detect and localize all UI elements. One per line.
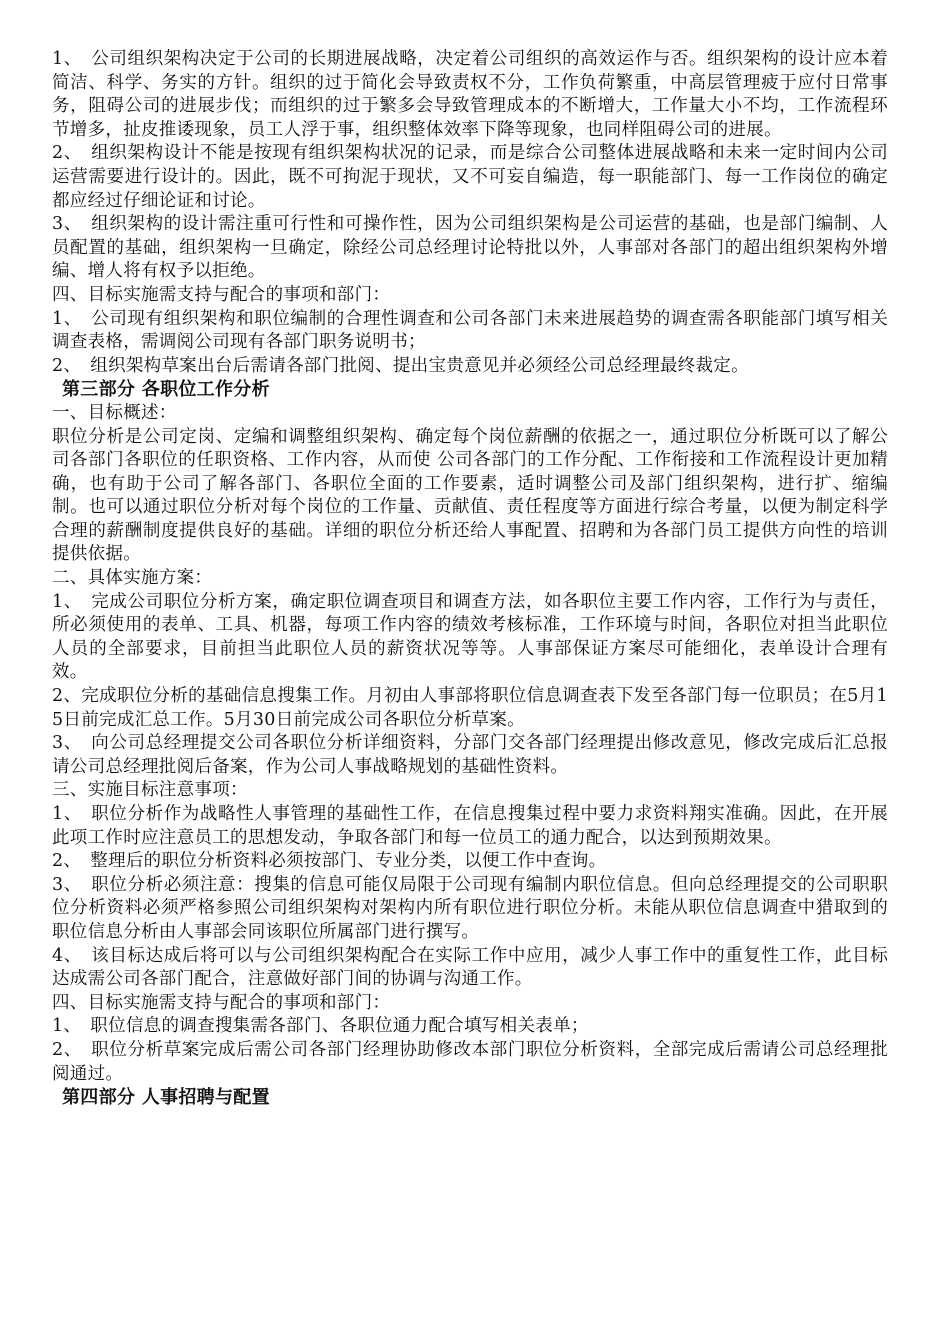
paragraph: 3、 职位分析必须注意：搜集的信息可能仅局限于公司现有编制内职位信息。但向总经理提交的公司职职位分析资料必须严格参照公司组织架构对架构内所有职位进行职位分析。未能从职位信息调查中猎取到的职位信息分析由人事部会同该职位所属部门进行撰写。 [52, 874, 888, 942]
paragraph: 职位分析是公司定岗、定编和调整组织架构、确定每个岗位薪酬的依据之一，通过职位分析既可以了解公司各部门各职位的任职资格、工作内容，从而使 公司各部门的工作分配、工作衔接和工作流程设计更加精确，也有助于公司了解各部门、各职位全面的工作要素，适时调整公司及部门组织架构，进行扩、缩编制。也可以通过职位分析对每个岗位的工作量、贡献值、责任程度等方面进行综合考量，以便为制定科学合理的薪酬制度提供良好的基础。详细的职位分析还给人事配置、招聘和为各部门员工提供方向性的培训提供依据。 [52, 426, 888, 565]
paragraph: 四、目标实施需支持与配合的事项和部门： [52, 284, 391, 305]
paragraph: 4、 该目标达成后将可以与公司组织架构配合在实际工作中应用，减少人事工作中的重复性工作，此目标达成需公司各部门配合，注意做好部门间的协调与沟通工作。 [52, 945, 888, 990]
paragraph: 1、 公司现有组织架构和职位编制的合理性调查和公司各部门未来进展趋势的调查需各职能部门填写相关调查表格，需调阅公司现有各部门职务说明书； [52, 308, 888, 353]
paragraph: 1、 完成公司职位分析方案，确定职位调查项目和调查方法，如各职位主要工作内容，工作行为与责任，所必须使用的表单、工具、机器，每项工作内容的绩效考核标准，工作环境与时间，各职位对担当此职位人员的全部要求，目前担当此职位人员的薪资状况等等。人事部保证方案尽可能细化，表单设计合理有效。 [52, 591, 888, 683]
paragraph: 1、 职位分析作为战略性人事管理的基础性工作，在信息搜集过程中要力求资料翔实准确。因此，在开展此项工作时应注意员工的思想发动，争取各部门和每一位员工的通力配合，以达到预期效果。 [52, 804, 888, 848]
paragraph: 1、 公司组织架构决定于公司的长期进展战略，决定着公司组织的高效运作与否。组织架构的设计应本着简洁、科学、务实的方针。组织的过于简化会导致责权不分，工作负荷繁重，中高层管理疲于应付日常事务，阻碍公司的进展步伐；而组织的过于繁多会导致管理成本的不断增大，工作量大小不均，工作流程环节增多，扯皮推诿现象，员工人浮于事，组织整体效率下降等现象，也同样阻碍公司的进展。 [52, 49, 888, 140]
paragraph: 3、 组织架构的设计需注重可行性和可操作性，因为公司组织架构是公司运营的基础，也是部门编制、人员配置的基础，组织架构一旦确定，除经公司总经理讨论特批以外，人事部对各部门的超出组织架构外增编、增人将有权予以拒绝。 [52, 214, 888, 282]
paragraph: 1、 职位信息的调查搜集需各部门、各职位通力配合填写相关表单； [52, 1016, 589, 1037]
paragraph: 2、完成职位分析的基础信息搜集工作。月初由人事部将职位信息调查表下发至各部门每一位职员；在5月15日前完成汇总工作。5月30日前完成公司各职位分析草案。 [52, 686, 888, 730]
section-heading: 第三部分 各职位工作分析 [62, 379, 270, 401]
paragraph: 2、 组织架构草案出台后需请各部门批阅、提出宝贵意见并必须经公司总经理最终裁定。 [52, 355, 749, 376]
paragraph: 三、实施目标注意事项： [52, 780, 248, 801]
paragraph: 四、目标实施需支持与配合的事项和部门： [52, 992, 391, 1013]
paragraph: 2、 组织架构设计不能是按现有组织架构状况的记录，而是综合公司整体进展战略和未来一定时间内公司运营需要进行设计的。因此，既不可拘泥于现状，又不可妄自编造，每一职能部门、每一工作岗位的确定都应经过仔细论证和讨论。 [52, 143, 888, 211]
paragraph: 3、 向公司总经理提交公司各职位分析详细资料，分部门交各部门经理提出修改意见，修改完成后汇总报请公司总经理批阅后备案，作为公司人事战略规划的基础性资料。 [52, 733, 888, 777]
paragraph: 二、具体实施方案： [52, 568, 213, 589]
section-heading: 第四部分 人事招聘与配置 [62, 1087, 270, 1109]
paragraph: 2、 整理后的职位分析资料必须按部门、专业分类，以便工作中查询。 [52, 851, 607, 872]
paragraph: 一、目标概述： [52, 402, 177, 423]
paragraph: 2、 职位分析草案完成后需公司各部门经理协助修改本部门职位分析资料，全部完成后需请公司总经理批阅通过。 [52, 1039, 888, 1084]
